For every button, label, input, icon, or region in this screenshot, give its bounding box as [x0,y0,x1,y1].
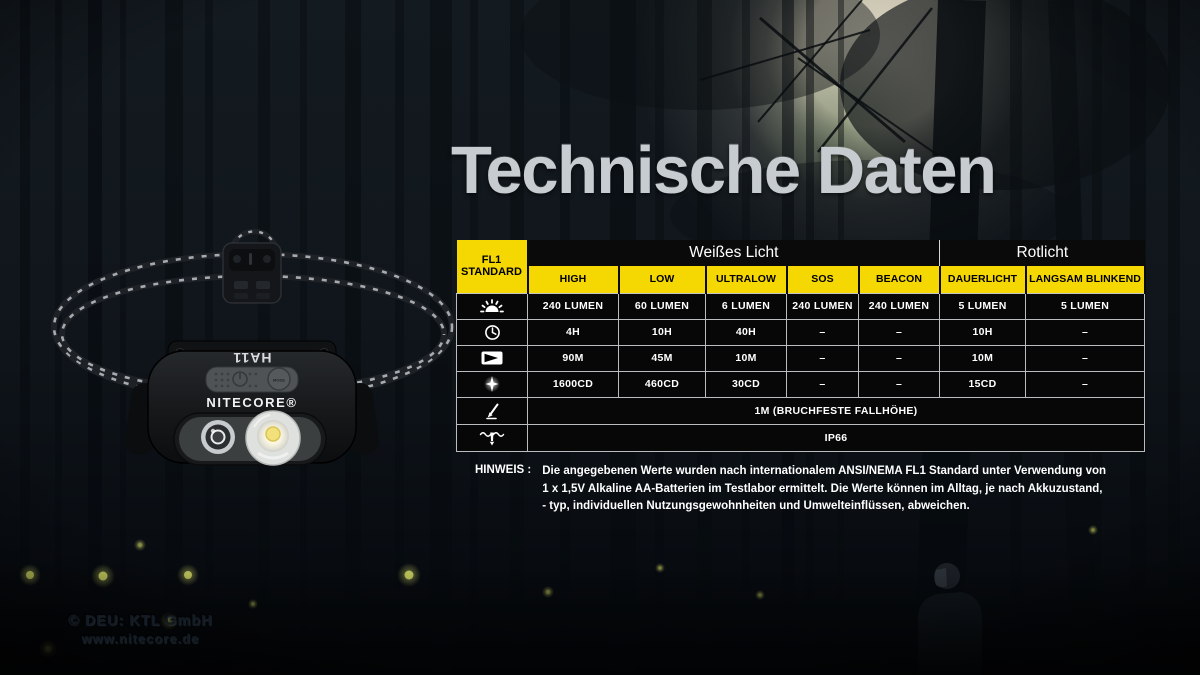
beam-intensity-icon [457,371,528,397]
note-line: - typ, individuellen Nutzungsgewohnheiten und Umwelteinflüssen, abweichen. [542,500,970,512]
watermark [68,613,213,646]
mode-button-label: MODE [273,377,285,383]
table-row: IP66 [457,424,1145,451]
note-line: Die angegebenen Werte wurden nach internationalem ANSI/NEMA FL1 Standard unter Verwendung von [542,465,1107,477]
white-light-lens [246,411,300,465]
table-row: 90M 45M 10M – – 10M – [457,345,1145,371]
impact-resistance-icon [457,397,528,424]
note-body [542,463,1106,516]
mode-header-sos: SOS [787,266,859,293]
note-label: HINWEIS : [475,464,532,476]
mode-header-low: LOW [619,266,706,293]
table-row: 240 LUMEN 60 LUMEN 6 LUMEN 240 LUMEN 240 LUMEN 5 LUMEN 5 LUMEN [457,293,1145,319]
table-row: 1M (BRUCHFESTE FALLHÖHE) [457,397,1145,424]
runtime-icon [457,319,528,345]
watermark-url: www.nitecore.de [81,631,200,646]
mode-header-high: HIGH [528,266,619,293]
note-line: 1 x 1,5V Alkaline AA-Batterien im Testlabor ermittelt. Die Werte können im Alltag, je nach Akkuzustand, [542,482,1103,495]
mode-header-dauerlicht: DAUERLICHT [940,266,1026,293]
waterproof-icon [457,424,528,451]
fl1-standard-cell: FL1 STANDARD [457,240,528,293]
model-name-text: HA11 [232,350,272,366]
page-title: Technische Daten [451,133,996,208]
red-light-lens [201,420,235,454]
watermark-company: © DEU: KTL GmbH [68,613,213,629]
table-row: 1600CD 460CD 30CD – – 15CD – [457,371,1145,397]
spec-table-wrap [456,240,1146,452]
group-header-white-light: Weißes Licht [528,240,940,266]
brightness-icon [457,293,528,319]
group-header-red-light: Rotlicht [940,240,1145,266]
beam-distance-icon [457,345,528,371]
mode-header-beacon: BEACON [859,266,940,293]
mode-header-ultralow: ULTRALOW [706,266,787,293]
table-row: 4H 10H 40H – – 10H – [457,319,1145,345]
mode-header-langsam-blinkend: LANGSAM BLINKEND [1026,266,1145,293]
note [475,463,1106,516]
lamp-body [123,341,381,465]
spec-table [456,240,1146,452]
cord-lock [223,243,281,303]
headlamp-product-image [10,195,470,515]
brand-logo-text: NITECORE® [206,395,298,410]
